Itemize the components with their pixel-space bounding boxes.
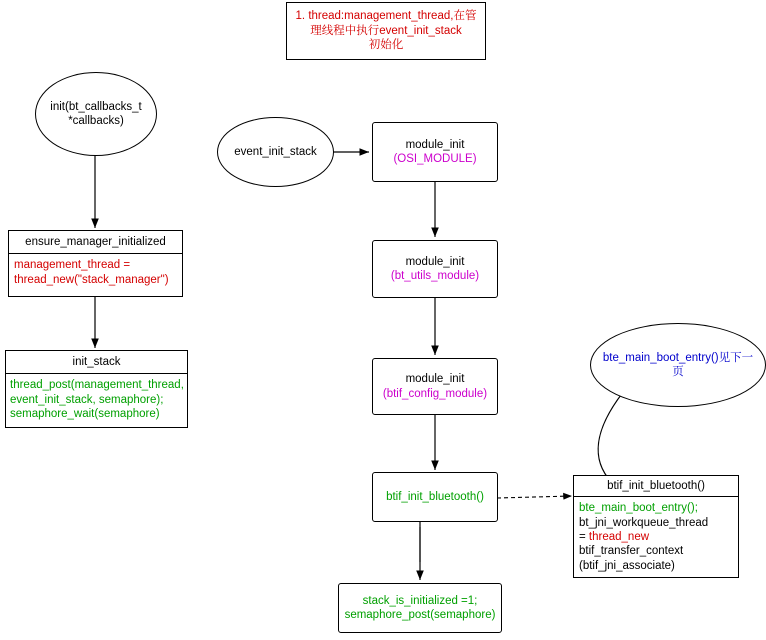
node-module-init-osi xyxy=(372,122,498,182)
node-module-init-btif-config-line-1: module_init xyxy=(405,373,465,386)
node-btif-init-bluetooth xyxy=(372,472,498,522)
node-module-init-btif-config xyxy=(372,358,498,415)
node-btif-init-bluetooth-label: btif_init_bluetooth() xyxy=(386,490,484,503)
node-init-stack-body-section xyxy=(6,374,187,425)
node-detail-header-section xyxy=(574,476,738,496)
node-init-callbacks-line-2: *callbacks) xyxy=(68,115,124,127)
node-detail-body-line-4: btif_transfer_context xyxy=(579,545,684,558)
note-line-2: 理线程中执行event_init_stack xyxy=(310,24,462,37)
node-init-callbacks-line-1: init(bt_callbacks_t xyxy=(50,100,142,113)
node-init-stack-body-line-2: event_init_stack, semaphore); xyxy=(10,393,164,406)
node-module-init-bt-utils-line-2: (bt_utils_module) xyxy=(390,270,480,282)
node-ensure-header-section xyxy=(9,231,182,253)
note-line-1: 1. thread:management_thread,在管 xyxy=(295,10,477,23)
note-management-thread xyxy=(286,2,486,60)
node-module-init-osi-line-2: (OSI_MODULE) xyxy=(393,153,477,165)
node-init-stack-header-section xyxy=(6,351,187,373)
node-detail-body-line-3-red: thread_new xyxy=(588,530,650,543)
node-event-init-stack xyxy=(217,117,334,187)
node-ensure-header: ensure_manager_initialized xyxy=(25,236,166,248)
node-detail-body-line-3 xyxy=(579,530,733,544)
node-detail-header: btif_init_bluetooth() xyxy=(607,480,705,492)
node-ensure-manager-initialized xyxy=(8,230,183,297)
node-module-init-btif-config-line-2: (btif_config_module) xyxy=(382,387,488,400)
node-detail-body-line-5: (btif_jni_associate) xyxy=(579,559,675,572)
node-event-init-stack-label: event_init_stack xyxy=(234,145,317,158)
node-module-init-bt-utils-line-1: module_init xyxy=(405,255,465,268)
node-init-stack-body-line-3: semaphore_wait(semaphore) xyxy=(10,408,160,421)
node-init-stack-body-line-1: thread_post(management_thread, xyxy=(10,379,184,392)
node-ensure-body-section xyxy=(9,254,182,291)
node-detail-body-line-2: bt_jni_workqueue_thread xyxy=(579,516,709,529)
node-init-stack-header: init_stack xyxy=(72,356,121,368)
node-detail-body-line-3-prefix: = xyxy=(579,530,589,543)
node-detail-body-section xyxy=(574,497,738,577)
node-detail-body-line-1: bte_main_boot_entry(); xyxy=(579,502,698,515)
callout-bte-main-boot-entry xyxy=(590,323,766,407)
node-ensure-body-line-1: management_thread = xyxy=(14,259,131,272)
node-ensure-body-line-2: thread_new("stack_manager") xyxy=(14,273,169,286)
callout-line-1: bte_main_boot_entry()见下一 xyxy=(602,351,754,364)
node-stack-is-initialized xyxy=(338,583,502,633)
node-btif-init-bluetooth-detail xyxy=(573,475,739,578)
node-module-init-osi-line-1: module_init xyxy=(405,138,465,151)
node-stack-is-initialized-line-1: stack_is_initialized =1; xyxy=(362,594,478,607)
node-stack-is-initialized-line-2: semaphore_post(semaphore) xyxy=(344,609,496,621)
note-line-3: 初始化 xyxy=(368,39,404,52)
node-module-init-bt-utils xyxy=(372,240,498,298)
callout-line-2: 页 xyxy=(672,366,684,378)
node-init-callbacks xyxy=(35,72,157,156)
node-init-stack xyxy=(5,350,188,428)
